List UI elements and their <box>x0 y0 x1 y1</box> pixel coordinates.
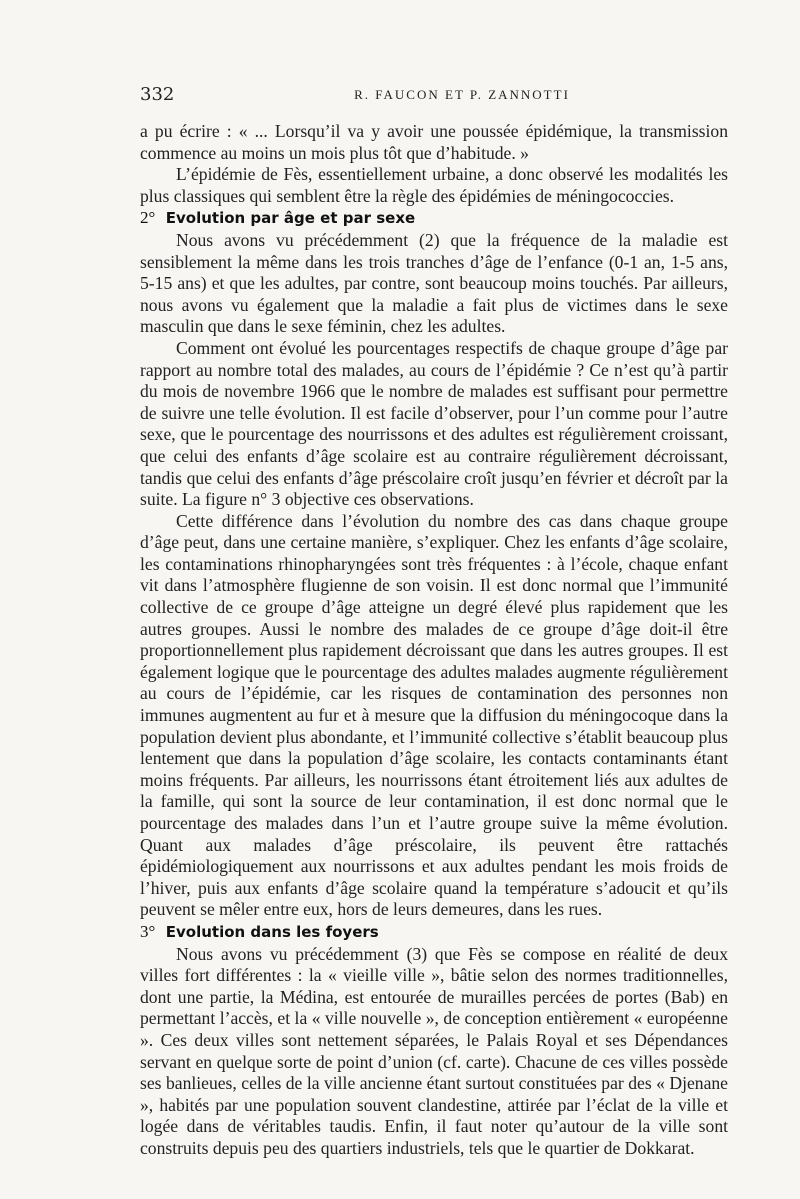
running-head: R. FAUCON ET P. ZANNOTTI <box>354 87 570 102</box>
paragraph-continued: a pu écrire : « ... Lorsqu’il va y avoir une poussée épidémique, la transmission commence au moins un mois plus tôt que d’habitude. » <box>140 121 728 163</box>
section-title: Evolution par âge et par sexe <box>165 209 416 228</box>
paragraph: Nous avons vu précédemment (2) que la fréquence de la maladie est sensiblement la même dans les trois tranches d’âge de l’enfance (0-1 an, 1-5 ans, 5-15 ans) et que les adultes, par contre, sont beaucoup moins touchés. Par ailleurs, nous avons vu également que la maladie a fait plus de victimes dans le sexe masculin que dans le sexe féminin, chez les adultes. <box>140 229 728 337</box>
section-number: 3° <box>140 921 156 941</box>
section-number: 2° <box>140 208 156 228</box>
paragraph: Cette différence dans l’évolution du nombre des cas dans chaque groupe d’âge peut, dans une certaine manière, s’expliquer. Chez les enfants d’âge scolaire, les contaminations rhinopharyngées sont très fréquentes : à l’école, chaque enfant vit dans l’atmosphère flugienne de son voisin. Il est donc normal que l’immunité collective de ce groupe d’âge atteigne un degré élevé plus rapidement que les autres groupes. Aussi le nombre des malades de ce groupe d’âge doit-il être proportionnellement plus rapidement décroissant que dans les autres groupes. Il est également logique que le pourcentage des adultes malades augmente régulièrement au cours de l’épidémie, car les risques de contamination des personnes non immunes augmentent au fur et à mesure que la diffusion du méningocoque dans la population devient plus abondante, et l’immunité collective s’établit beaucoup plus lentement que dans la population d’âge scolaire, les contacts contaminants étant moins fréquents. Par ailleurs, les nourrissons étant étroitement liés aux adultes de la famille, qui sont la source de leur contamination, il est donc normal que le pourcentage des malades dans l’un et l’autre groupe suive la même évolution. Quant aux malades d’âge préscolaire, ils peuvent être rattachés épidémiologiquement aux nourrissons et aux adultes pendant les mois froids de l’hiver, puis aux enfants d’âge scolaire quand la température s’adoucit et qu’ils peuvent se mêler entre eux, hors de leurs demeures, dans les rues. <box>140 510 728 920</box>
paragraph: Comment ont évolué les pourcentages respectifs de chaque groupe d’âge par rapport au nombre total des malades, au cours de l’épidémie ? Ce n’est qu’à partir du mois de novembre 1966 que le nombre de malades est suffisant pour permettre de suivre une telle évolution. Il est facile d’observer, pour l’un comme pour l’autre sexe, que le pourcentage des nourrissons et des adultes est régulièrement croissant, que celui des enfants d’âge scolaire est au contraire régulièrement décroissant, tandis que celui des enfants d’âge préscolaire croît jusqu’en février et décroît par la suite. La figure n° 3 objective ces observations. <box>140 337 728 510</box>
body-text <box>140 121 728 1160</box>
page-number: 332 <box>140 84 175 105</box>
section-heading-age-sex <box>140 207 728 230</box>
page-header <box>140 84 728 108</box>
section-heading-foyers <box>140 921 728 944</box>
section-title: Evolution dans les foyers <box>165 922 379 941</box>
paragraph: L’épidémie de Fès, essentiellement urbaine, a donc observé les modalités les plus classiques qui semblent être la règle des épidémies de méningococcies. <box>140 164 728 206</box>
paragraph: Nous avons vu précédemment (3) que Fès se compose en réalité de deux villes fort différentes : la « vieille ville », bâtie selon des normes traditionnelles, dont une partie, la Médina, est entourée de murailles percées de portes (Bab) en permettant l’accès, et la « ville nouvelle », de conception entièrement « européenne ». Ces deux villes sont nettement séparées, le Palais Royal et ses Dépendances servant en quelque sorte de point d’union (cf. carte). Chacune de ces villes possède ses banlieues, celles de la ville ancienne étant surtout constituées par des « Djenane », habités par une population souvent clandestine, attirée par l’éclat de la ville et logée dans de véritables taudis. Enfin, il faut noter qu’autour de la ville sont construits depuis peu des quartiers industriels, tels que le quartier de Dokkarat. <box>140 943 728 1158</box>
